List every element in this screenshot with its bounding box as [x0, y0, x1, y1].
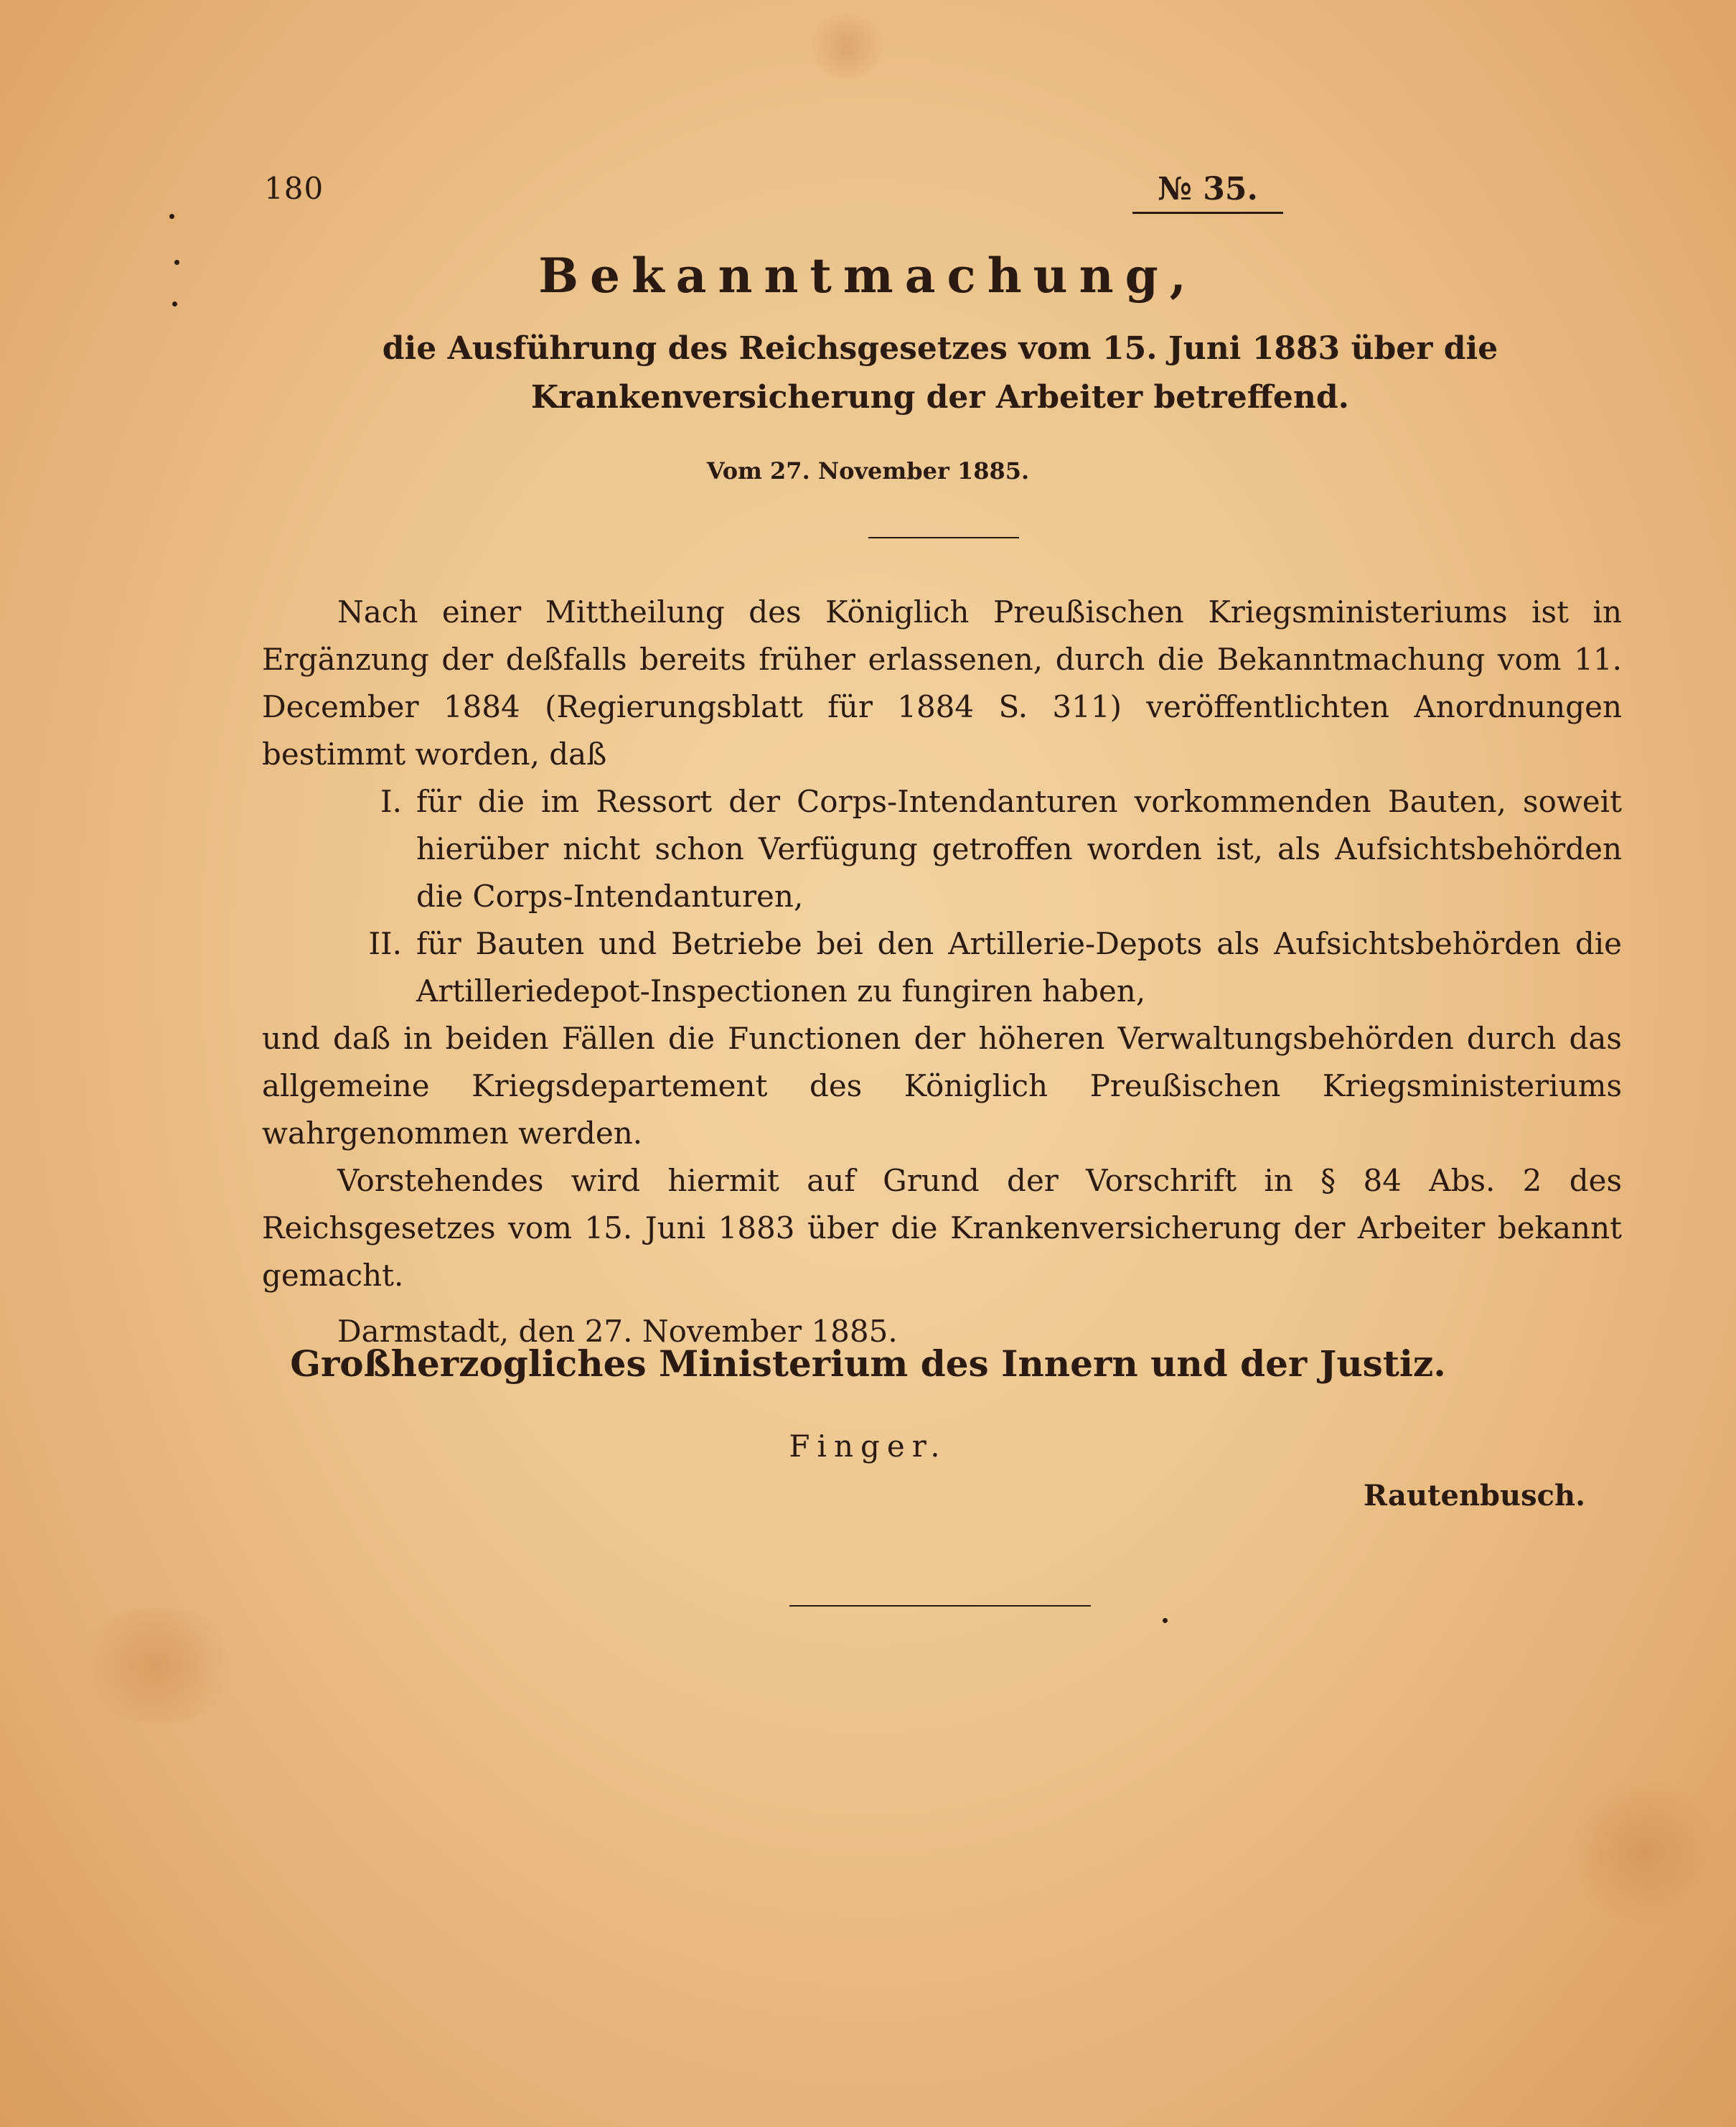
title-divider	[868, 537, 1019, 538]
continuation-paragraph: und daß in beiden Fällen die Functionen der höheren Verwaltungsbehörden durch das allgemeine Kriegsdepartement des Königlich Preußischen Kriegsministeriums wahrgenommen werden.	[262, 1021, 1622, 1151]
list-item-text: für Bauten und Betriebe bei den Artillerie-Depots als Aufsichtsbehörden die Artilleriedepot-Inspectionen zu fungiren haben,	[416, 926, 1622, 1009]
paper-stain	[804, 14, 890, 79]
paper-stain	[72, 1608, 244, 1723]
document-subtitle: die Ausführung des Reichsgesetzes vom 15. Juni 1883 über die Krankenversicherung der Arbeiter betreffend.	[382, 330, 1498, 416]
document-number: № 35.	[1132, 171, 1283, 214]
list-item-number: I.	[380, 784, 402, 819]
document-body	[262, 589, 1622, 1355]
list-item	[262, 920, 1622, 1015]
list-item	[262, 778, 1622, 920]
ink-speck	[169, 214, 174, 219]
paper-stain	[1564, 1780, 1722, 1924]
ink-speck	[1163, 1618, 1168, 1623]
closing-divider	[789, 1605, 1091, 1607]
page-number: 180	[264, 171, 324, 206]
issue-date: Vom 27. November 1885.	[706, 457, 1030, 485]
list-item-number: II.	[368, 926, 402, 961]
place-date: Darmstadt, den 27. November 1885.	[337, 1314, 898, 1349]
issuing-ministry: Großherzogliches Ministerium des Innern und der Justiz.	[290, 1342, 1446, 1385]
list-item-text: für die im Ressort der Corps-Intendanturen vorkommenden Bauten, soweit hierüber nicht schon Verfügung getroffen worden ist, als Aufsichtsbehörden die Corps-Intendanturen,	[416, 784, 1622, 914]
document-title: Bekanntmachung,	[538, 248, 1198, 304]
page-header	[264, 171, 1628, 214]
spacer	[262, 1299, 1622, 1308]
second-paragraph: Vorstehendes wird hiermit auf Grund der Vorschrift in § 84 Abs. 2 des Reichsgesetzes vom 15. Juni 1883 über die Krankenversicherung der Arbeiter bekannt gemacht.	[262, 1163, 1622, 1293]
signature-finger: Finger.	[789, 1429, 947, 1464]
signature-rautenbusch: Rautenbusch.	[1363, 1479, 1585, 1513]
intro-paragraph: Nach einer Mittheilung des Königlich Preußischen Kriegsministeriums ist in Ergänzung der deßfalls bereits früher erlassenen, durch die Bekanntmachung vom 11. December 1884 (Regierungsblatt für 1884 S. 311) veröffentlichten Anordnungen bestimmt worden, daß	[262, 594, 1622, 772]
